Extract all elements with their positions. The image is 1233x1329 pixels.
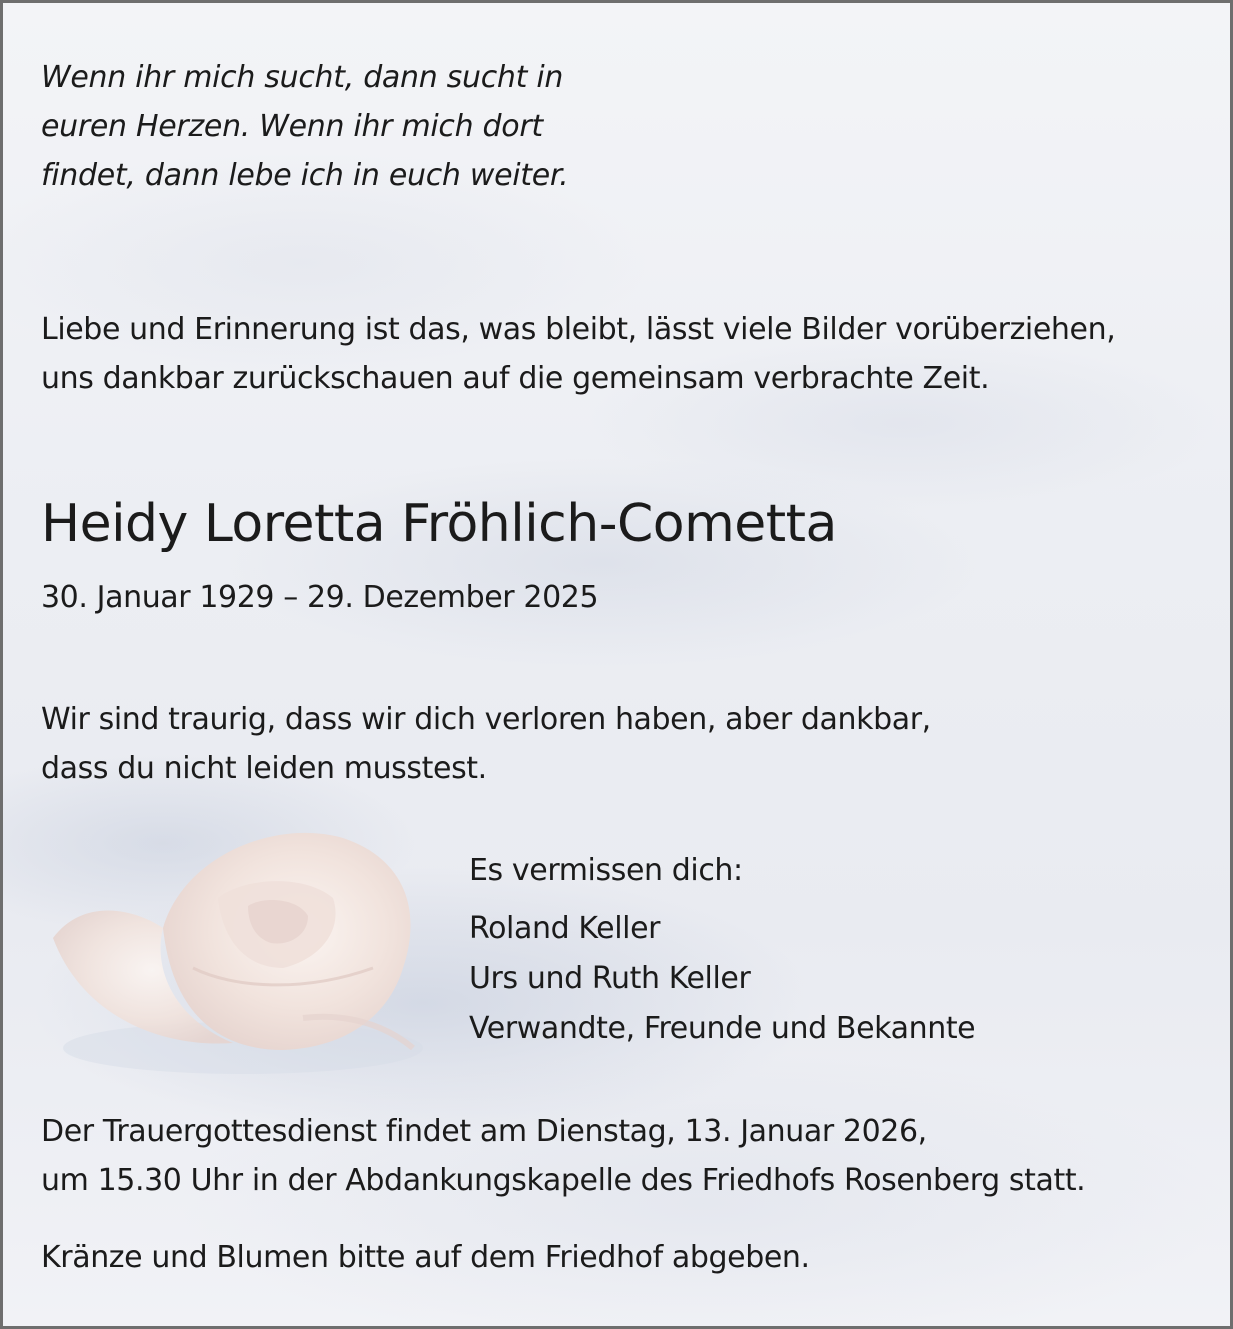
message-text bbox=[41, 695, 931, 793]
service-line: um 15.30 Uhr in der Abdankungskapelle des Friedhofs Rosenberg statt. bbox=[41, 1163, 1086, 1198]
service-info bbox=[41, 1107, 1085, 1205]
message-line: dass du nicht leiden musstest. bbox=[41, 751, 487, 786]
quote-line: findet, dann lebe ich in euch weiter. bbox=[41, 158, 569, 193]
quote-line: Wenn ihr mich sucht, dann sucht in bbox=[41, 60, 564, 95]
mourner-name: Roland Keller bbox=[469, 911, 661, 946]
quote-text bbox=[41, 53, 568, 200]
service-line: Der Trauergottesdienst findet am Dienstag, 13. Januar 2026, bbox=[41, 1114, 927, 1149]
memory-line: Liebe und Erinnerung ist das, was bleibt, lässt viele Bilder vorüberziehen, bbox=[41, 312, 1116, 347]
flowers-note: Kränze und Blumen bitte auf dem Friedhof abgeben. bbox=[41, 1240, 810, 1275]
mourner-name: Verwandte, Freunde und Bekannte bbox=[469, 1011, 976, 1046]
message-line: Wir sind traurig, dass wir dich verloren haben, aber dankbar, bbox=[41, 702, 931, 737]
memory-line: uns dankbar zurückschauen auf die gemeinsam verbrachte Zeit. bbox=[41, 361, 990, 396]
rose-image bbox=[43, 818, 433, 1078]
deceased-name: Heidy Loretta Fröhlich-Cometta bbox=[41, 494, 837, 554]
life-dates: 30. Januar 1929 – 29. Dezember 2025 bbox=[41, 580, 599, 615]
quote-line: euren Herzen. Wenn ihr mich dort bbox=[41, 109, 543, 144]
mourners-heading: Es vermissen dich: bbox=[469, 853, 743, 888]
mourners-list bbox=[469, 846, 975, 1054]
mourner-name: Urs und Ruth Keller bbox=[469, 961, 751, 996]
memory-text bbox=[41, 305, 1115, 403]
